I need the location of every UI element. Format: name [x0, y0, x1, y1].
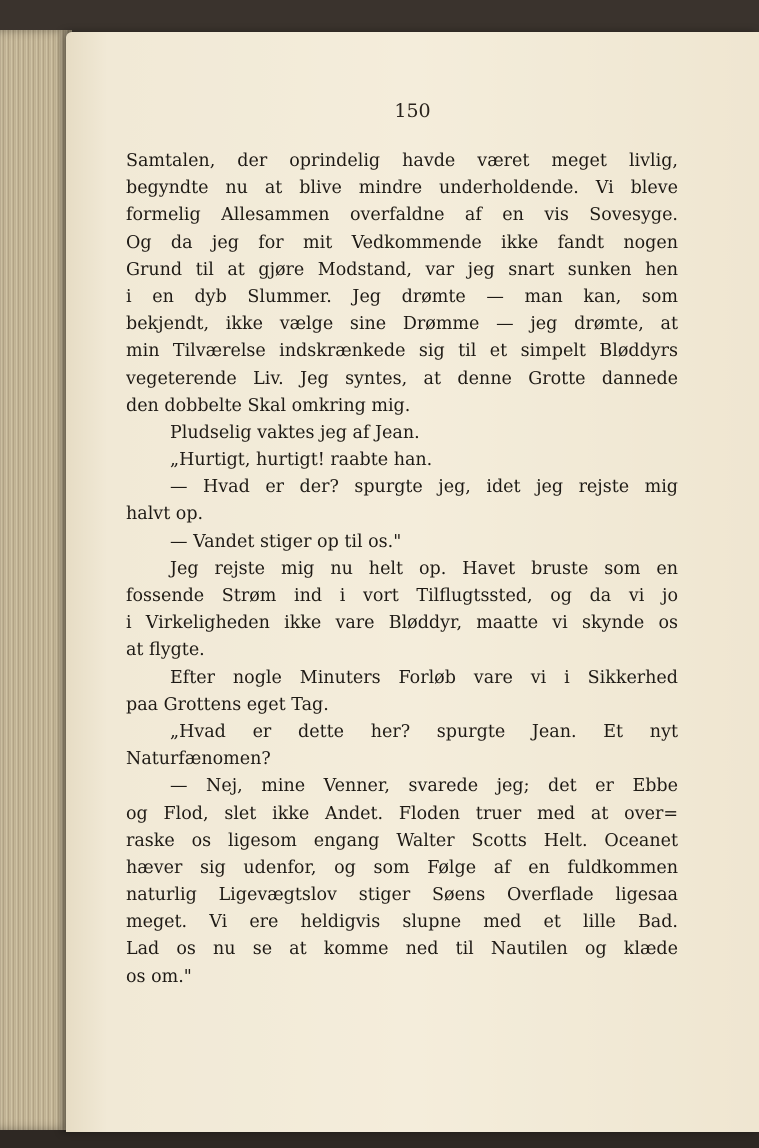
text-line: i en dyb Slummer. Jeg drømte — man kan, som — [126, 286, 678, 307]
text-line: „Hurtigt, hurtigt! raabte han. — [170, 450, 433, 471]
text-line: og Flod, slet ikke Andet. Floden truer med at over= — [126, 803, 678, 824]
text-line: os om." — [126, 966, 192, 987]
text-line: Grund til at gjøre Modstand, var jeg snart sunken hen — [126, 259, 678, 280]
text-line: vegeterende Liv. Jeg syntes, at denne Grotte dannede — [126, 368, 678, 389]
text-line: naturlig Ligevægtslov stiger Søens Overflade ligesaa — [126, 885, 678, 906]
text-line: — Hvad er der? spurgte jeg, idet jeg rejste mig — [170, 477, 678, 498]
text-line: halvt op. — [126, 504, 204, 525]
text-line: fossende Strøm ind i vort Tilflugtssted, og da vi jo — [126, 586, 678, 606]
text-line: Samtalen, der oprindelig havde været meget livlig, — [126, 151, 678, 171]
text-line: meget. Vi ere heldigvis slupne med et lille Bad. — [126, 912, 678, 933]
text-line: den dobbelte Skal omkring mig. — [126, 395, 411, 416]
body-text — [126, 148, 678, 991]
text-line: hæver sig udenfor, og som Følge af en fuldkommen — [126, 857, 678, 878]
text-line: Naturfænomen? — [126, 749, 271, 770]
text-line: begyndte nu at blive mindre underholdende. Vi bleve — [126, 178, 678, 199]
text-line: min Tilværelse indskrænkede sig til et simpelt Bløddyrs — [126, 341, 678, 362]
page-edges — [0, 30, 72, 1130]
text-line: Efter nogle Minuters Forløb vare vi i Sikkerhed — [170, 667, 678, 688]
text-line: Og da jeg for mit Vedkommende ikke fandt nogen — [126, 232, 678, 253]
text-line: Lad os nu se at komme ned til Nautilen og klæde — [126, 939, 678, 960]
text-line: paa Grottens eget Tag. — [126, 694, 329, 715]
text-line: i Virkeligheden ikke vare Bløddyr, maatte vi skynde os — [126, 613, 678, 634]
text-line: — Nej, mine Venner, svarede jeg; det er Ebbe — [170, 776, 678, 797]
text-line: raske os ligesom engang Walter Scotts Helt. Oceanet — [126, 830, 678, 851]
text-line: Jeg rejste mig nu helt op. Havet bruste som en — [170, 558, 678, 579]
text-line: „Hvad er dette her? spurgte Jean. Et nyt — [170, 721, 678, 742]
page-number: 150 — [394, 100, 431, 122]
text-line: bekjendt, ikke vælge sine Drømme — jeg drømte, at — [126, 314, 678, 335]
text-line: at flygte. — [126, 640, 205, 661]
text-line: — Vandet stiger op til os." — [170, 531, 402, 552]
text-line: formelig Allesammen overfaldne af en vis Sovesyge. — [126, 205, 678, 226]
text-line: Pludselig vaktes jeg af Jean. — [170, 422, 420, 443]
